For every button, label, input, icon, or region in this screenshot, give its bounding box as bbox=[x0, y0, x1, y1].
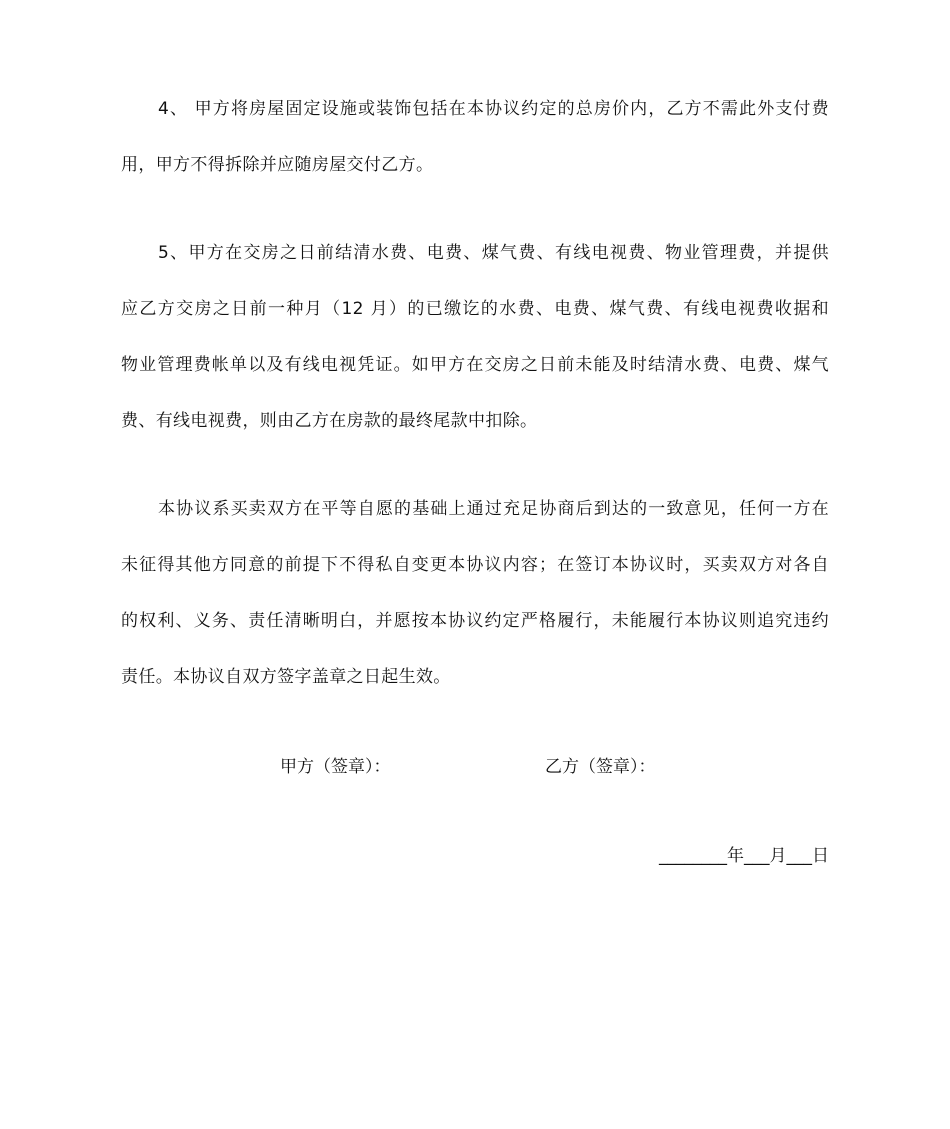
party-b-signature-label: 乙方（签章）： bbox=[545, 757, 656, 777]
paragraph-4-line-1: 4、 甲方将房屋固定设施或装饰包括在本协议约定的总房价内，乙方不需此外支付费 bbox=[158, 99, 829, 119]
paragraph-5-line-3: 物业管理费帐单以及有线电视凭证。如甲方在交房之日前未能及时结清水费、电费、煤气 bbox=[121, 355, 829, 375]
paragraph-5-line-2: 应乙方交房之日前一种月（12 月）的已缴讫的水费、电费、煤气费、有线电视费收据和 bbox=[121, 299, 829, 319]
paragraph-5-line-4: 费、有线电视费，则由乙方在房款的最终尾款中扣除。 bbox=[121, 411, 538, 431]
party-a-signature-label: 甲方（签章）： bbox=[280, 757, 391, 777]
paragraph-4-line-2: 用，甲方不得拆除并应随房屋交付乙方。 bbox=[121, 155, 434, 175]
agreement-clause-line-3: 的权利、义务、责任清晰明白，并愿按本协议约定严格履行，未能履行本协议则追究违约 bbox=[121, 611, 829, 631]
agreement-clause-line-2: 未征得其他方同意的前提下不得私自变更本协议内容；在签订本协议时，买卖双方对各自 bbox=[121, 555, 829, 575]
signing-date-line: ________年___月___日 bbox=[659, 846, 829, 866]
paragraph-5-line-1: 5、甲方在交房之日前结清水费、电费、煤气费、有线电视费、物业管理费，并提供 bbox=[158, 243, 829, 263]
agreement-clause-line-1: 本协议系买卖双方在平等自愿的基础上通过充足协商后到达的一致意见，任何一方在 bbox=[158, 499, 829, 519]
agreement-clause-line-4: 责任。本协议自双方签字盖章之日起生效。 bbox=[121, 667, 451, 687]
